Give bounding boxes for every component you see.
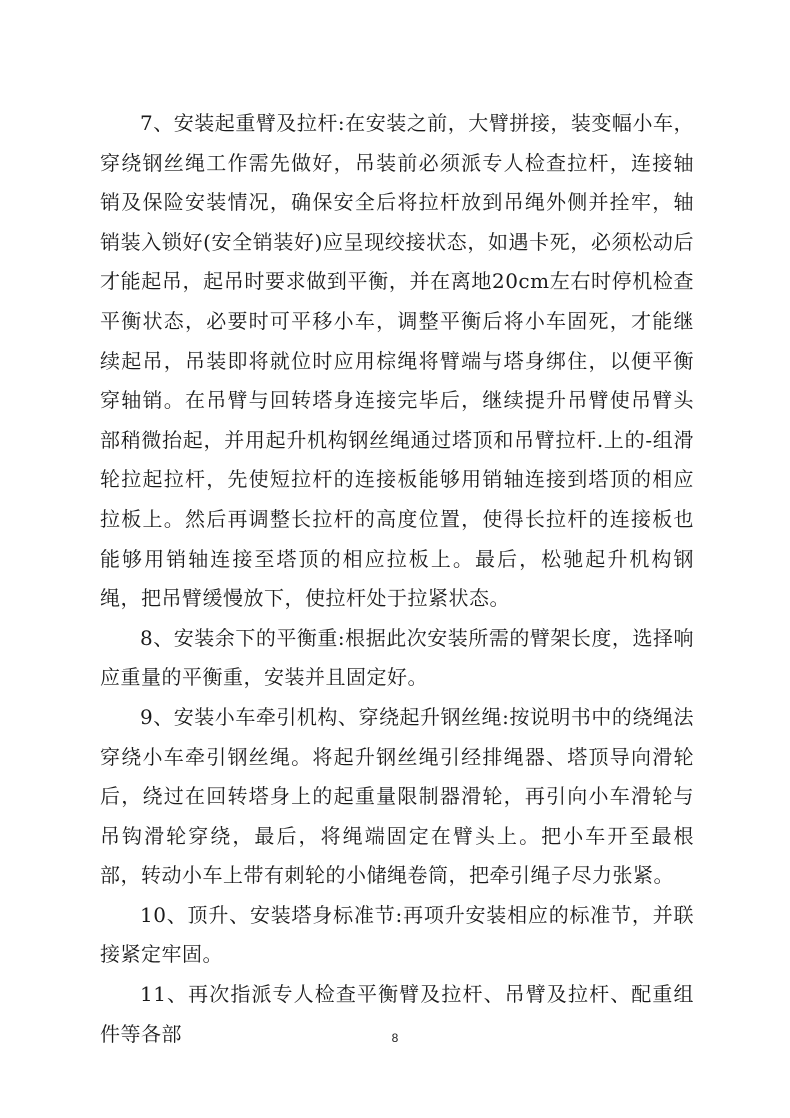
- page-number: 8: [391, 1031, 399, 1045]
- paragraph-step-11: 11、再次指派专人检查平衡臂及拉杆、吊臂及拉杆、配重组件等各部: [100, 982, 694, 1046]
- document-page-body: [100, 104, 694, 1054]
- paragraph-step-9: 9、安装小车牵引机构、穿绕起升钢丝绳:按说明书中的绕绳法穿绕小车牵引钢丝绳。将起升钢丝绳引经排绳器、塔顶导向滑轮后，绕过在回转塔身上的起重量限制器滑轮，再引向小车滑轮与吊钩滑轮穿绕，最后，将绳端固定在臂头上。把小车开至最根部，转动小车上带有刺轮的小储绳卷筒，把牵引绳子尽力张紧。: [100, 704, 694, 888]
- paragraph-step-10: 10、顶升、安装塔身标准节:再项升安装相应的标准节，并联接紧定牢固。: [100, 902, 694, 967]
- paragraph-step-7: 7、安装起重臂及拉杆:在安装之前，大臂拼接，装变幅小车，穿绕钢丝绳工作需先做好，吊装前必须派专人检查拉杆，连接轴销及保险安装情况，确保安全后将拉杆放到吊绳外侧并拴牢，轴销装入锁好(安全销装好)应呈现绞接状态，如遇卡死，必须松动后才能起吊，起吊时要求做到平衡，并在离地20cm左右时停机检查平衡状态，必要时可平移小车，调整平衡后将小车固死，才能继续起吊，吊装即将就位时应用棕绳将臂端与塔身绑住，以便平衡穿轴销。在吊臂与回转塔身连接完毕后，继续提升吊臂使吊臂头部稍微抬起，并用起升机构钢丝绳通过塔顶和吊臂拉杆.上的-组滑轮拉起拉杆，先使短拉杆的连接板能够用销轴连接到塔顶的相应拉板上。然后再调整长拉杆的高度位置，使得长拉杆的连接板也能够用销轴连接至塔顶的相应拉板上。最后，松驰起升机构钢绳，把吊臂缓慢放下，使拉杆处于拉紧状态。: [100, 111, 694, 611]
- paragraph-step-8: 8、安装余下的平衡重:根据此次安装所需的臂架长度，选择响应重量的平衡重，安装并且固定好。: [100, 625, 694, 690]
